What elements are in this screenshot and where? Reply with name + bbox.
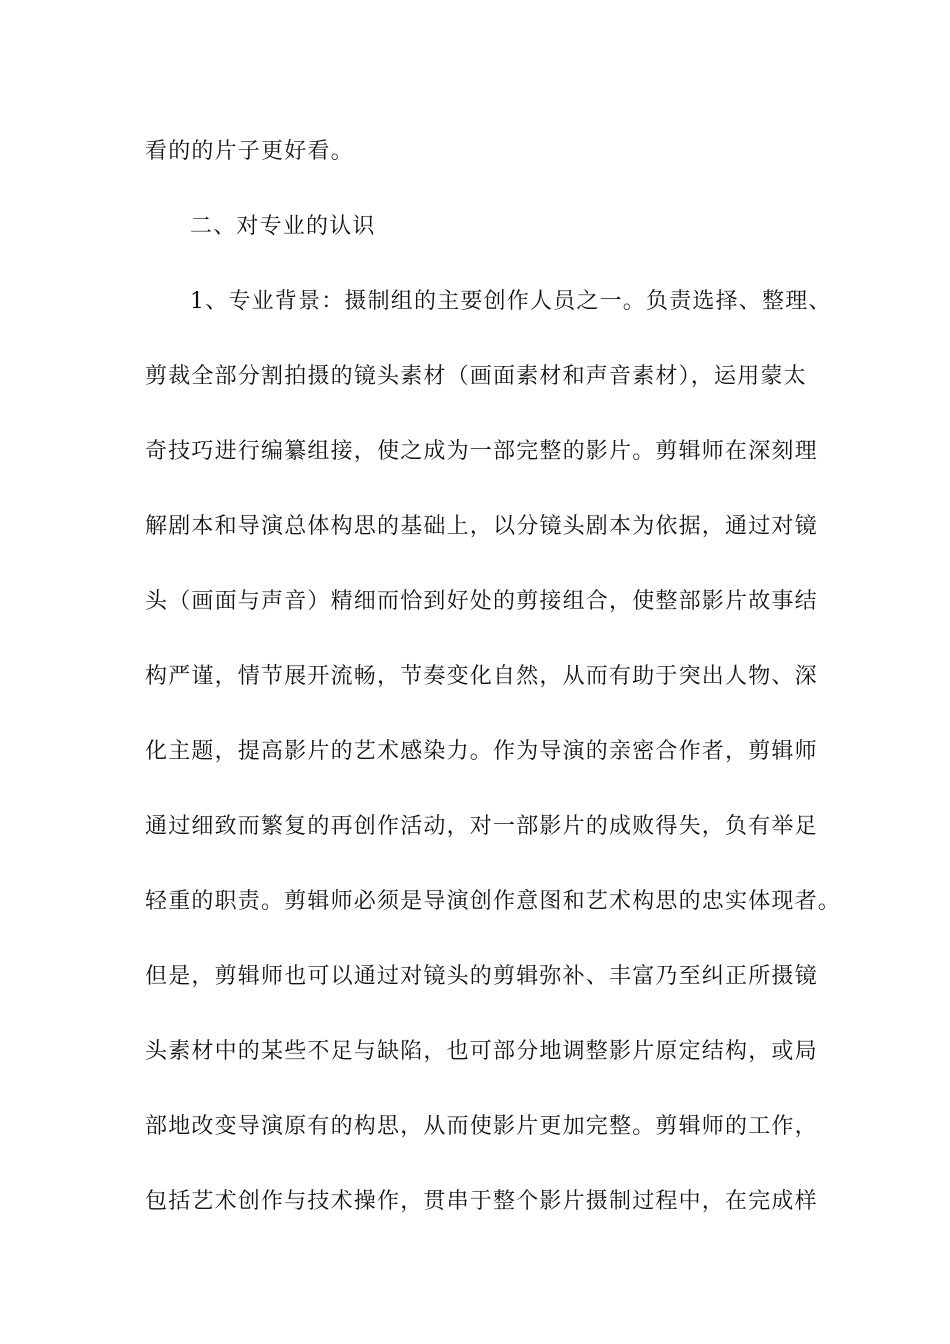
paragraph-line: 头（画面与声音）精细而恰到好处的剪接组合，使整部影片故事结 <box>145 589 818 614</box>
paragraph-line: 头素材中的某些不足与缺陷，也可部分地调整影片原定结构，或局 <box>145 1039 818 1064</box>
paragraph-line: 通过细致而繁复的再创作活动，对一部影片的成败得失，负有举足 <box>145 814 818 839</box>
paragraph-line: 奇技巧进行编纂组接，使之成为一部完整的影片。剪辑师在深刻理 <box>145 439 818 464</box>
section-heading: 二、对专业的认识 <box>190 214 376 239</box>
paragraph-line: 1、专业背景：摄制组的主要创作人员之一。负责选择、整理、 <box>190 289 832 314</box>
paragraph-line: 包括艺术创作与技术操作，贯串于整个影片摄制过程中，在完成样 <box>145 1189 818 1214</box>
paragraph-line: 剪裁全部分割拍摄的镜头素材（画面素材和声音素材），运用蒙太 <box>145 364 807 389</box>
paragraph-line: 但是，剪辑师也可以通过对镜头的剪辑弥补、丰富乃至纠正所摄镜 <box>145 964 818 989</box>
paragraph-line: 构严谨，情节展开流畅，节奏变化自然，从而有助于突出人物、深 <box>145 664 818 689</box>
paragraph-line: 部地改变导演原有的构思，从而使影片更加完整。剪辑师的工作， <box>145 1114 818 1139</box>
paragraph-line: 看的的片子更好看。 <box>145 139 354 164</box>
paragraph-line: 解剧本和导演总体构思的基础上，以分镜头剧本为依据，通过对镜 <box>145 514 818 539</box>
paragraph-line: 轻重的职责。剪辑师必须是导演创作意图和艺术构思的忠实体现者。 <box>145 889 842 914</box>
paragraph-line: 化主题，提高影片的艺术感染力。作为导演的亲密合作者，剪辑师 <box>145 739 818 764</box>
